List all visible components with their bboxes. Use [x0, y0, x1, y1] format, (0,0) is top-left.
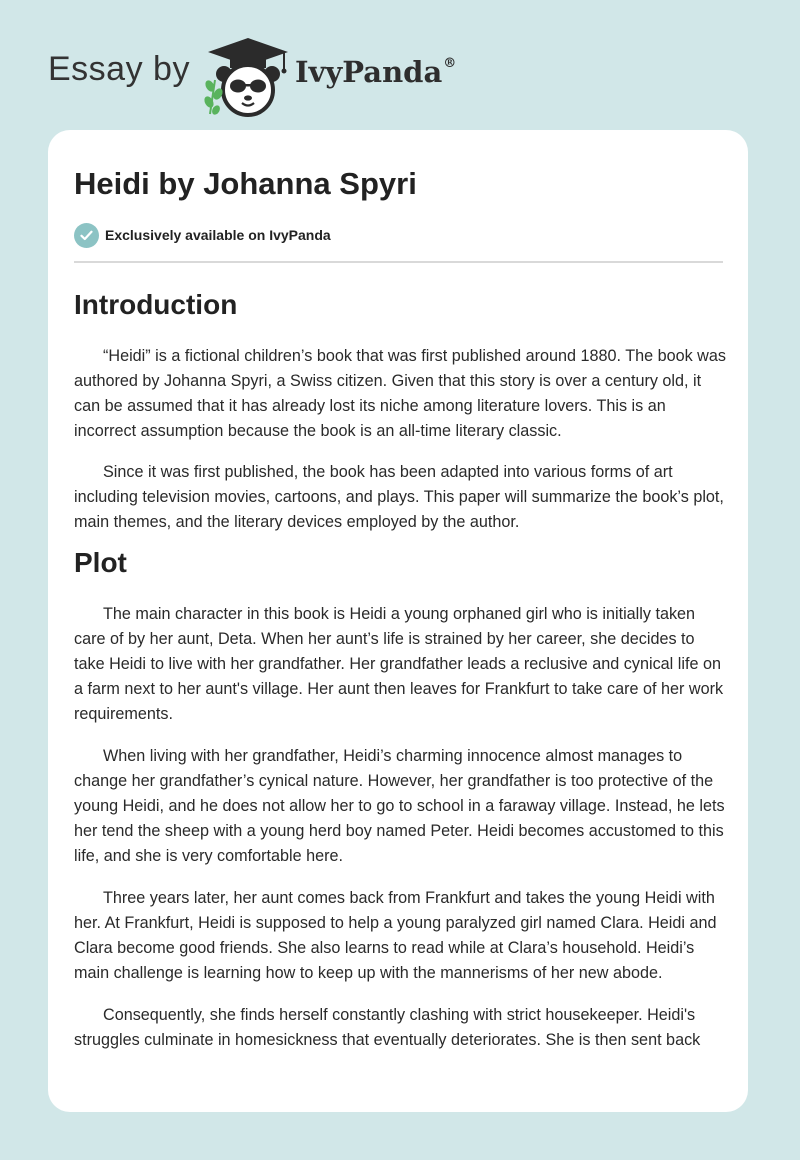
essay-card — [48, 130, 748, 1112]
check-icon — [74, 223, 99, 248]
paragraph: When living with her grandfather, Heidi’s charming innocence almost manages to change her grandfather’s cynical nature. However, her grandfather is too protective of the young Heidi, and he does not allow her to go to school in a faraway village. Instead, he lets her tend the sheep with a young herd boy named Peter. Heidi becomes accustomed to this life, and she is very comfortable here. — [74, 747, 725, 866]
paragraph: “Heidi” is a fictional children’s book that was first published around 1880. The book was authored by Johanna Spyri, a Swiss citizen. Given that this story is over a century old, it can be assumed that it has already lost its niche among literature lovers. This is an incorrect assumption because the book is an all-time literary classic. — [74, 346, 726, 440]
section-heading-plot: Plot — [74, 546, 127, 578]
paragraph: Since it was first published, the book has been adapted into various forms of art including television movies, cartoons, and plays. This paper will summarize the book’s plot, main themes, and the literary devices employed by the author. — [74, 462, 724, 531]
essay-title: Heidi by Johanna Spyri — [74, 166, 417, 201]
paragraph: Consequently, she finds herself constantly clashing with strict housekeeper. Heidi's struggles culminate in homesickness that eventually deteriorates. She is then sent back — [74, 1006, 701, 1050]
site-header — [48, 28, 548, 118]
paragraph: Three years later, her aunt comes back from Frankfurt and takes the young Heidi with her. At Frankfurt, Heidi is supposed to help a young paralyzed girl named Clara. Heidi and Clara become good friends. She also learns to read while at Clara’s household. Heidi’s main challenge is learning how to keep up with the mannerisms of her new abode. — [74, 889, 717, 983]
essay-body — [74, 276, 726, 1053]
title-divider — [74, 261, 723, 263]
essay-by-label: Essay by — [48, 50, 190, 88]
brand-name[interactable] — [295, 55, 455, 89]
brand-name-text: IvyPanda — [295, 55, 443, 89]
paragraph: The main character in this book is Heidi a young orphaned girl who is initially taken care of by her aunt, Deta. When her aunt’s life is strained by her career, she decides to take Heidi to live with her grandfather. Her grandfather leads a reclusive and cynical life on a farm next to her aunt's village. Her aunt then leaves for Frankfurt to take care of her work requirements. — [74, 605, 724, 724]
registered-mark: ® — [443, 56, 457, 71]
panda-logo-icon[interactable] — [202, 34, 294, 118]
exclusive-badge-text: Exclusively available on IvyPanda — [105, 227, 331, 243]
section-heading-introduction: Introduction — [74, 289, 238, 320]
exclusive-badge — [74, 222, 331, 248]
